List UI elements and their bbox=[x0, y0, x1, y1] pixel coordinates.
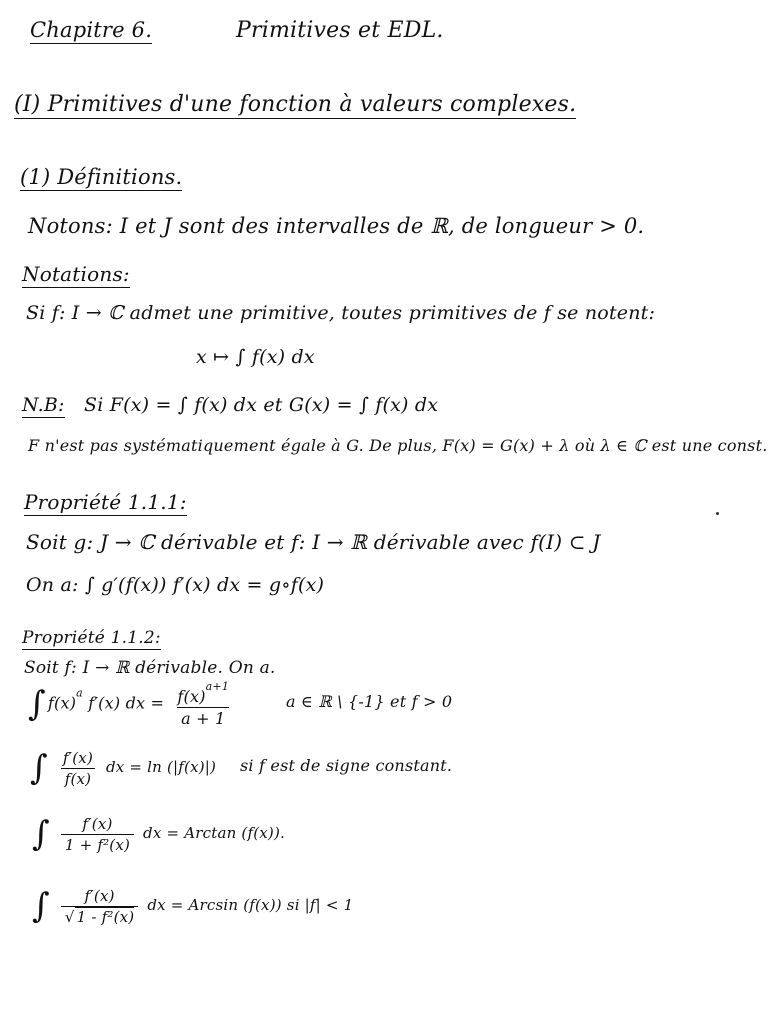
log-rule-fraction bbox=[59, 749, 97, 788]
integral-sign: ∫ bbox=[30, 748, 48, 788]
arcsin-rule-fraction bbox=[61, 887, 138, 926]
property-111-heading: Propriété 1.1.1: bbox=[24, 490, 187, 514]
fraction-numerator: f′(x) bbox=[62, 748, 94, 767]
arcsin-rule-rhs: dx = Arcsin (f(x)) si |f| < 1 bbox=[147, 896, 354, 914]
nb-remark: F n'est pas systématiquement égale à G. De plus, F(x) = G(x) + λ où λ ∈ ℂ est une const. bbox=[28, 436, 768, 455]
section-heading: (I) Primitives d'une fonction à valeurs complexes. bbox=[14, 92, 577, 117]
fraction-denominator: f(x) bbox=[61, 768, 96, 788]
base-term: f(x) bbox=[47, 693, 77, 713]
integral-sign: ∫ bbox=[28, 684, 46, 724]
power-rule-condition: a ∈ ℝ \ {-1} et f > 0 bbox=[286, 692, 453, 711]
numerator-exponent: a+1 bbox=[205, 680, 230, 693]
arcsin-rule-formula bbox=[32, 886, 353, 926]
log-rule-condition: si f est de signe constant. bbox=[240, 756, 453, 775]
arctan-rule-fraction bbox=[61, 815, 134, 854]
notons-line: Notons: I et J sont des intervalles de ℝ, de longueur > 0. bbox=[28, 214, 645, 238]
fraction-denominator: 1 - f²(x) bbox=[76, 907, 135, 926]
chapter-label: Chapitre 6. bbox=[30, 18, 153, 42]
notations-line: Si f: I → ℂ admet une primitive, toutes primitives de f se notent: bbox=[26, 302, 656, 324]
primitive-notation-formula: x ↦ ∫ f(x) dx bbox=[196, 346, 315, 368]
power-rule-fraction bbox=[173, 680, 233, 728]
property-111-formula: On a: ∫ g′(f(x)) f′(x) dx = g∘f(x) bbox=[26, 574, 325, 596]
exponent-term: a bbox=[76, 686, 83, 700]
fraction-numerator: f′(x) bbox=[84, 886, 115, 905]
fraction-denominator: a + 1 bbox=[177, 707, 229, 728]
property-112-intro: Soit f: I → ℝ dérivable. On a. bbox=[24, 658, 276, 678]
derivative-term: f′(x) dx = bbox=[88, 693, 165, 713]
subsection-heading: (1) Définitions. bbox=[20, 165, 183, 189]
ink-dot bbox=[716, 512, 719, 515]
notations-heading: Notations: bbox=[22, 262, 130, 286]
property-111-hypothesis: Soit g: J → ℂ dérivable et f: I → ℝ dérivable avec f(I) ⊂ J bbox=[26, 530, 601, 554]
integral-sign: ∫ bbox=[32, 886, 50, 926]
arctan-rule-formula bbox=[32, 814, 285, 854]
arctan-rule-rhs: dx = Arctan (f(x)). bbox=[143, 824, 286, 842]
page-title: Primitives et EDL. bbox=[236, 18, 444, 43]
nb-formula: Si F(x) = ∫ f(x) dx et G(x) = ∫ f(x) dx bbox=[84, 394, 439, 416]
fraction-denominator: 1 + f²(x) bbox=[61, 834, 134, 854]
power-rule-formula bbox=[28, 680, 237, 728]
log-rule-rhs: dx = ln (|f(x)|) bbox=[105, 758, 217, 776]
fraction-numerator: f′(x) bbox=[82, 814, 113, 833]
property-112-heading: Propriété 1.1.2: bbox=[22, 628, 161, 648]
nb-label: N.B: bbox=[22, 394, 65, 416]
log-rule-formula bbox=[30, 748, 216, 788]
fraction-numerator: f(x) bbox=[177, 687, 206, 706]
integral-sign: ∫ bbox=[32, 814, 50, 854]
sqrt-sign: √ bbox=[64, 907, 75, 926]
